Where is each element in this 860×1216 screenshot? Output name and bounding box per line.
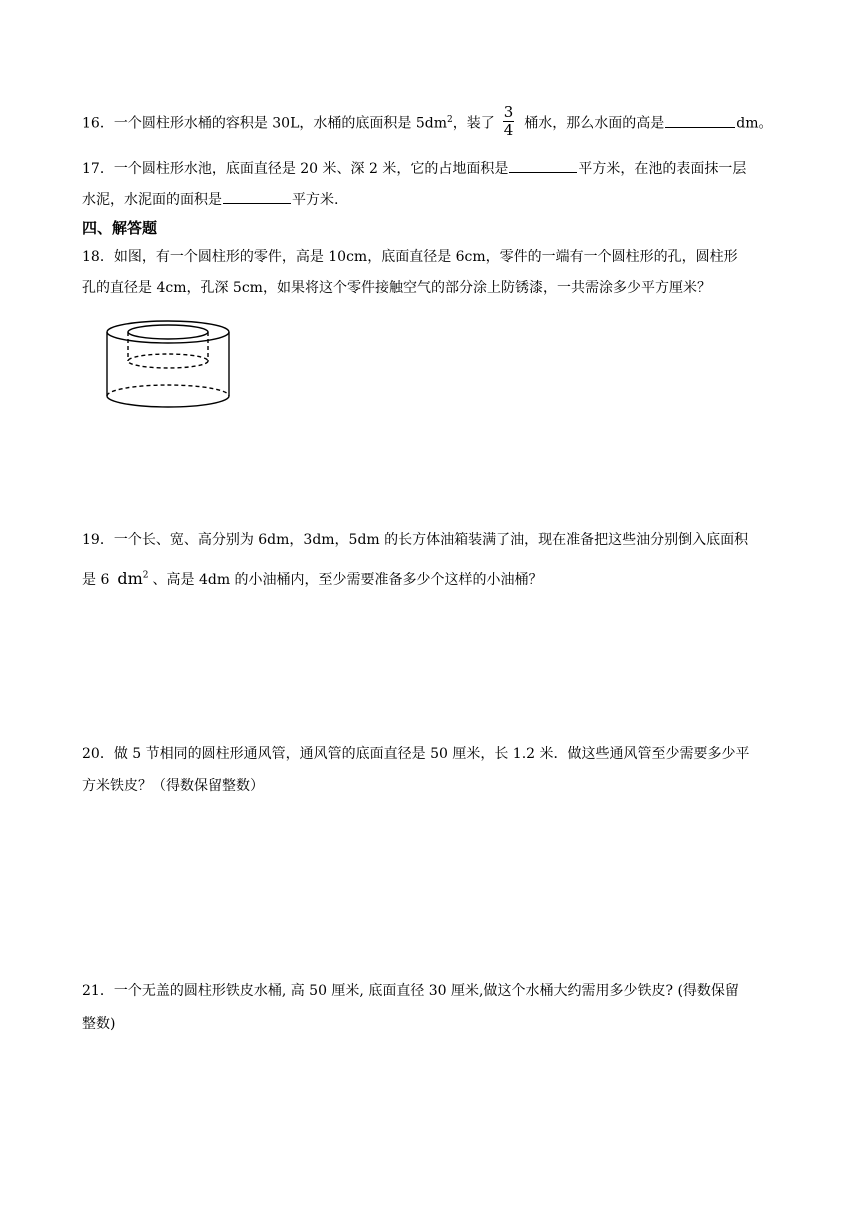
q17-text-1a: 17．一个圆柱形水池，底面直径是 20 米、深 2 米，它的占地面积是 (82, 161, 509, 177)
question-21-line-2: 整数) (82, 1016, 116, 1032)
q16-text-end: dm。 (736, 115, 773, 132)
section-heading: 四、解答题 (82, 219, 158, 237)
outer-bottom-front-arc (107, 396, 229, 407)
q16-fraction-numerator: 3 (503, 103, 514, 121)
q17-answer-blank-2[interactable] (223, 189, 291, 204)
question-20-line-2: 方米铁皮？（得数保留整数） (82, 778, 264, 794)
q17-text-2a: 水泥，水泥面的面积是 (82, 192, 222, 208)
q19-unit-text: dm (117, 569, 143, 588)
q16-answer-blank[interactable] (665, 113, 735, 128)
hole-bottom-ellipse (128, 354, 208, 368)
outer-bottom-back-arc (107, 385, 229, 396)
question-17-line-1 (82, 158, 746, 179)
q19-text-2a: 是 6 (82, 572, 110, 588)
q16-text-mid: ，装了 (452, 115, 495, 132)
q16-fraction (503, 104, 515, 139)
q17-text-1b: 平方米，在池的表面抹一层 (578, 161, 747, 177)
question-18-line-1: 18．如图，有一个圆柱形的零件，高是 10cm，底面直径是 6cm，零件的一端有一个圆柱形的孔，圆柱形 (82, 249, 738, 265)
question-17-line-2 (82, 189, 338, 210)
outer-top-ellipse (107, 321, 229, 343)
question-21-line-1: 21．一个无盖的圆柱形铁皮水桶, 高 50 厘米, 底面直径 30 厘米,做这个水桶大约需用多少铁皮? (得数保留 (82, 983, 739, 999)
question-19-line-2 (82, 569, 543, 590)
q17-answer-blank-1[interactable] (509, 158, 577, 173)
q19-unit (117, 569, 148, 588)
question-20-line-1: 20．做 5 节相同的圆柱形通风管，通风管的底面直径是 50 厘米，长 1.2 米．做这些通风管至少需要多少平 (82, 746, 750, 762)
hole-top-ellipse (128, 325, 208, 339)
q16-fraction-denominator: 4 (503, 121, 514, 139)
q16-exponent: 2 (446, 114, 453, 125)
q17-text-2b: 平方米. (292, 192, 339, 208)
q19-unit-exponent: 2 (142, 570, 149, 581)
cylinder-with-hole-figure (100, 314, 260, 414)
q19-text-2b: 、高是 4dm 的小油桶内，至少需要准备多少个这样的小油桶？ (152, 572, 543, 588)
question-16 (82, 103, 773, 141)
q16-text-before: 16．一个圆柱形水桶的容积是 30L，水桶的底面积是 5dm (82, 115, 447, 132)
question-19-line-1: 19．一个长、宽、高分别为 6dm，3dm，5dm 的长方体油箱装满了油，现在准备把这些油分别倒入底面积 (82, 532, 749, 548)
q16-text-after: 桶水，那么水面的高是 (524, 115, 665, 132)
question-18-line-2: 孔的直径是 4cm，孔深 5cm，如果将这个零件接触空气的部分涂上防锈漆，一共需涂多少平方厘米？ (82, 280, 711, 296)
